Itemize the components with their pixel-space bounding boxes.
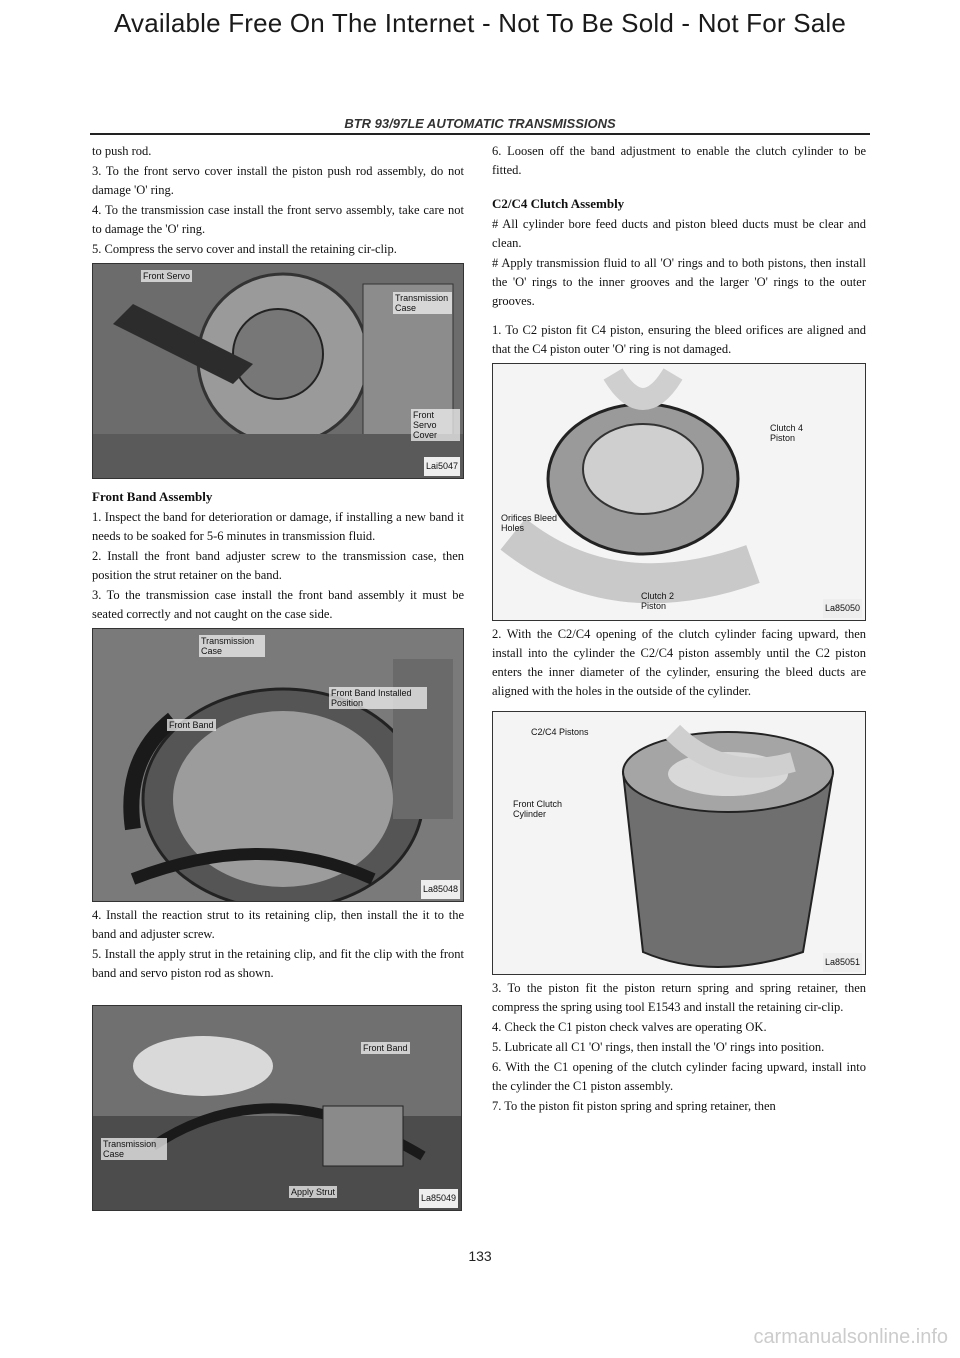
figure-label: Front Servo [143,271,191,281]
watermark-banner: Available Free On The Internet - Not To Be Sold - Not For Sale [113,8,847,38]
paragraph: 5. Install the apply strut in the retaining clip, and fit the clip with the front band and servo piston rod as shown. [92,947,464,980]
figure-code: La85051 [823,953,862,972]
figure-label: Front Band [169,720,214,730]
paragraph: 5. Compress the servo cover and install the retaining cir-clip. [92,242,397,256]
figure-code: Lai5047 [424,457,460,476]
paragraph: 4. To the transmission case install the front servo assembly, take care not to damage the 'O' ring. [92,203,464,236]
paragraph: 3. To the piston fit the piston return spring and spring retainer, then compress the spring using tool E1543 and install the retaining cir-clip. [492,981,866,1014]
figure-label: Front Servo Cover [411,409,460,441]
page-number: 133 [468,1248,492,1264]
paragraph: 4. Install the reaction strut to its retaining clip, then install the it to the band and adjuster screw. [92,908,464,941]
figure-apply-strut [92,1005,462,1211]
figure-c2-c4-pistons [492,363,866,621]
paragraph: 3. To the transmission case install the front band assembly it must be seated correctly and not caught on the case side. [92,588,464,621]
figure-front-servo [92,263,464,479]
paragraph: 5. Lubricate all C1 'O' rings, then install the 'O' rings into position. [492,1040,825,1054]
figure-label: Transmission Case [393,292,452,314]
figure-front-band [92,628,464,902]
figure-label: Front Band Installed Position [329,687,427,709]
footer-watermark: carmanualsonline.info [753,1326,948,1348]
header-rule [90,133,870,135]
figure-label: Orifices Bleed Holes [501,513,558,533]
figure-label: C2/C4 Pistons [531,727,589,737]
paragraph: 3. To the front servo cover install the piston push rod assembly, do not damage 'O' ring. [92,164,464,197]
right-column [492,142,866,1117]
photo-illustration [93,629,463,901]
section-heading: C2/C4 Clutch Assembly [492,196,625,211]
paragraph: # Apply transmission fluid to all 'O' rings and to both pistons, then install the 'O' rings to the inner grooves and the larger 'O' rings to the outer grooves. [492,256,866,308]
paragraph: 1. Inspect the band for deterioration or damage, if installing a new band it needs to be soaked for 5-6 minutes in transmission fluid. [92,510,464,543]
paragraph: 4. Check the C1 piston check valves are operating OK. [492,1020,767,1034]
paragraph: # All cylinder bore feed ducts and piston bleed ducts must be clear and clean. [492,217,866,250]
running-head: BTR 93/97LE AUTOMATIC TRANSMISSIONS [344,116,616,131]
figure-label: Clutch 2 Piston [641,591,675,611]
paragraph: to push rod. [92,144,152,158]
paragraph: 6. With the C1 opening of the clutch cylinder facing upward, install into the cylinder the C1 piston assembly. [492,1060,866,1093]
figure-label: Apply Strut [291,1187,336,1197]
left-column [92,142,464,1215]
figure-label: Transmission Case [199,635,265,657]
paragraph: 2. Install the front band adjuster screw to the transmission case, then position the strut retainer on the band. [92,549,464,582]
figure-label: Transmission Case [101,1138,167,1160]
figure-label: Front Clutch Cylinder [513,799,563,819]
paragraph: 7. To the piston fit piston spring and spring retainer, then [492,1099,776,1113]
paragraph: 1. To C2 piston fit C4 piston, ensuring the bleed orifices are aligned and that the C4 piston outer 'O' ring is not damaged. [492,323,866,356]
photo-illustration [493,364,865,620]
photo-illustration [493,712,865,974]
paragraph: 2. With the C2/C4 opening of the clutch cylinder facing upward, then install into the cylinder the C2/C4 piston assembly until the C2 piston enters the inner diameter of the cylinder, ensuring the bleed ducts are aligned with the holes in the outside of the cylinder. [492,627,866,698]
figure-label: Front Band [363,1043,408,1053]
photo-illustration [93,1006,461,1210]
paragraph: 6. Loosen off the band adjustment to enable the clutch cylinder to be fitted. [492,144,866,177]
section-heading: Front Band Assembly [92,489,213,504]
figure-code: La85049 [419,1189,458,1208]
figure-code: La85050 [823,599,862,618]
figure-label: Clutch 4 Piston [770,423,804,443]
figure-code: La85048 [421,880,460,899]
figure-front-clutch-cylinder [492,711,866,975]
